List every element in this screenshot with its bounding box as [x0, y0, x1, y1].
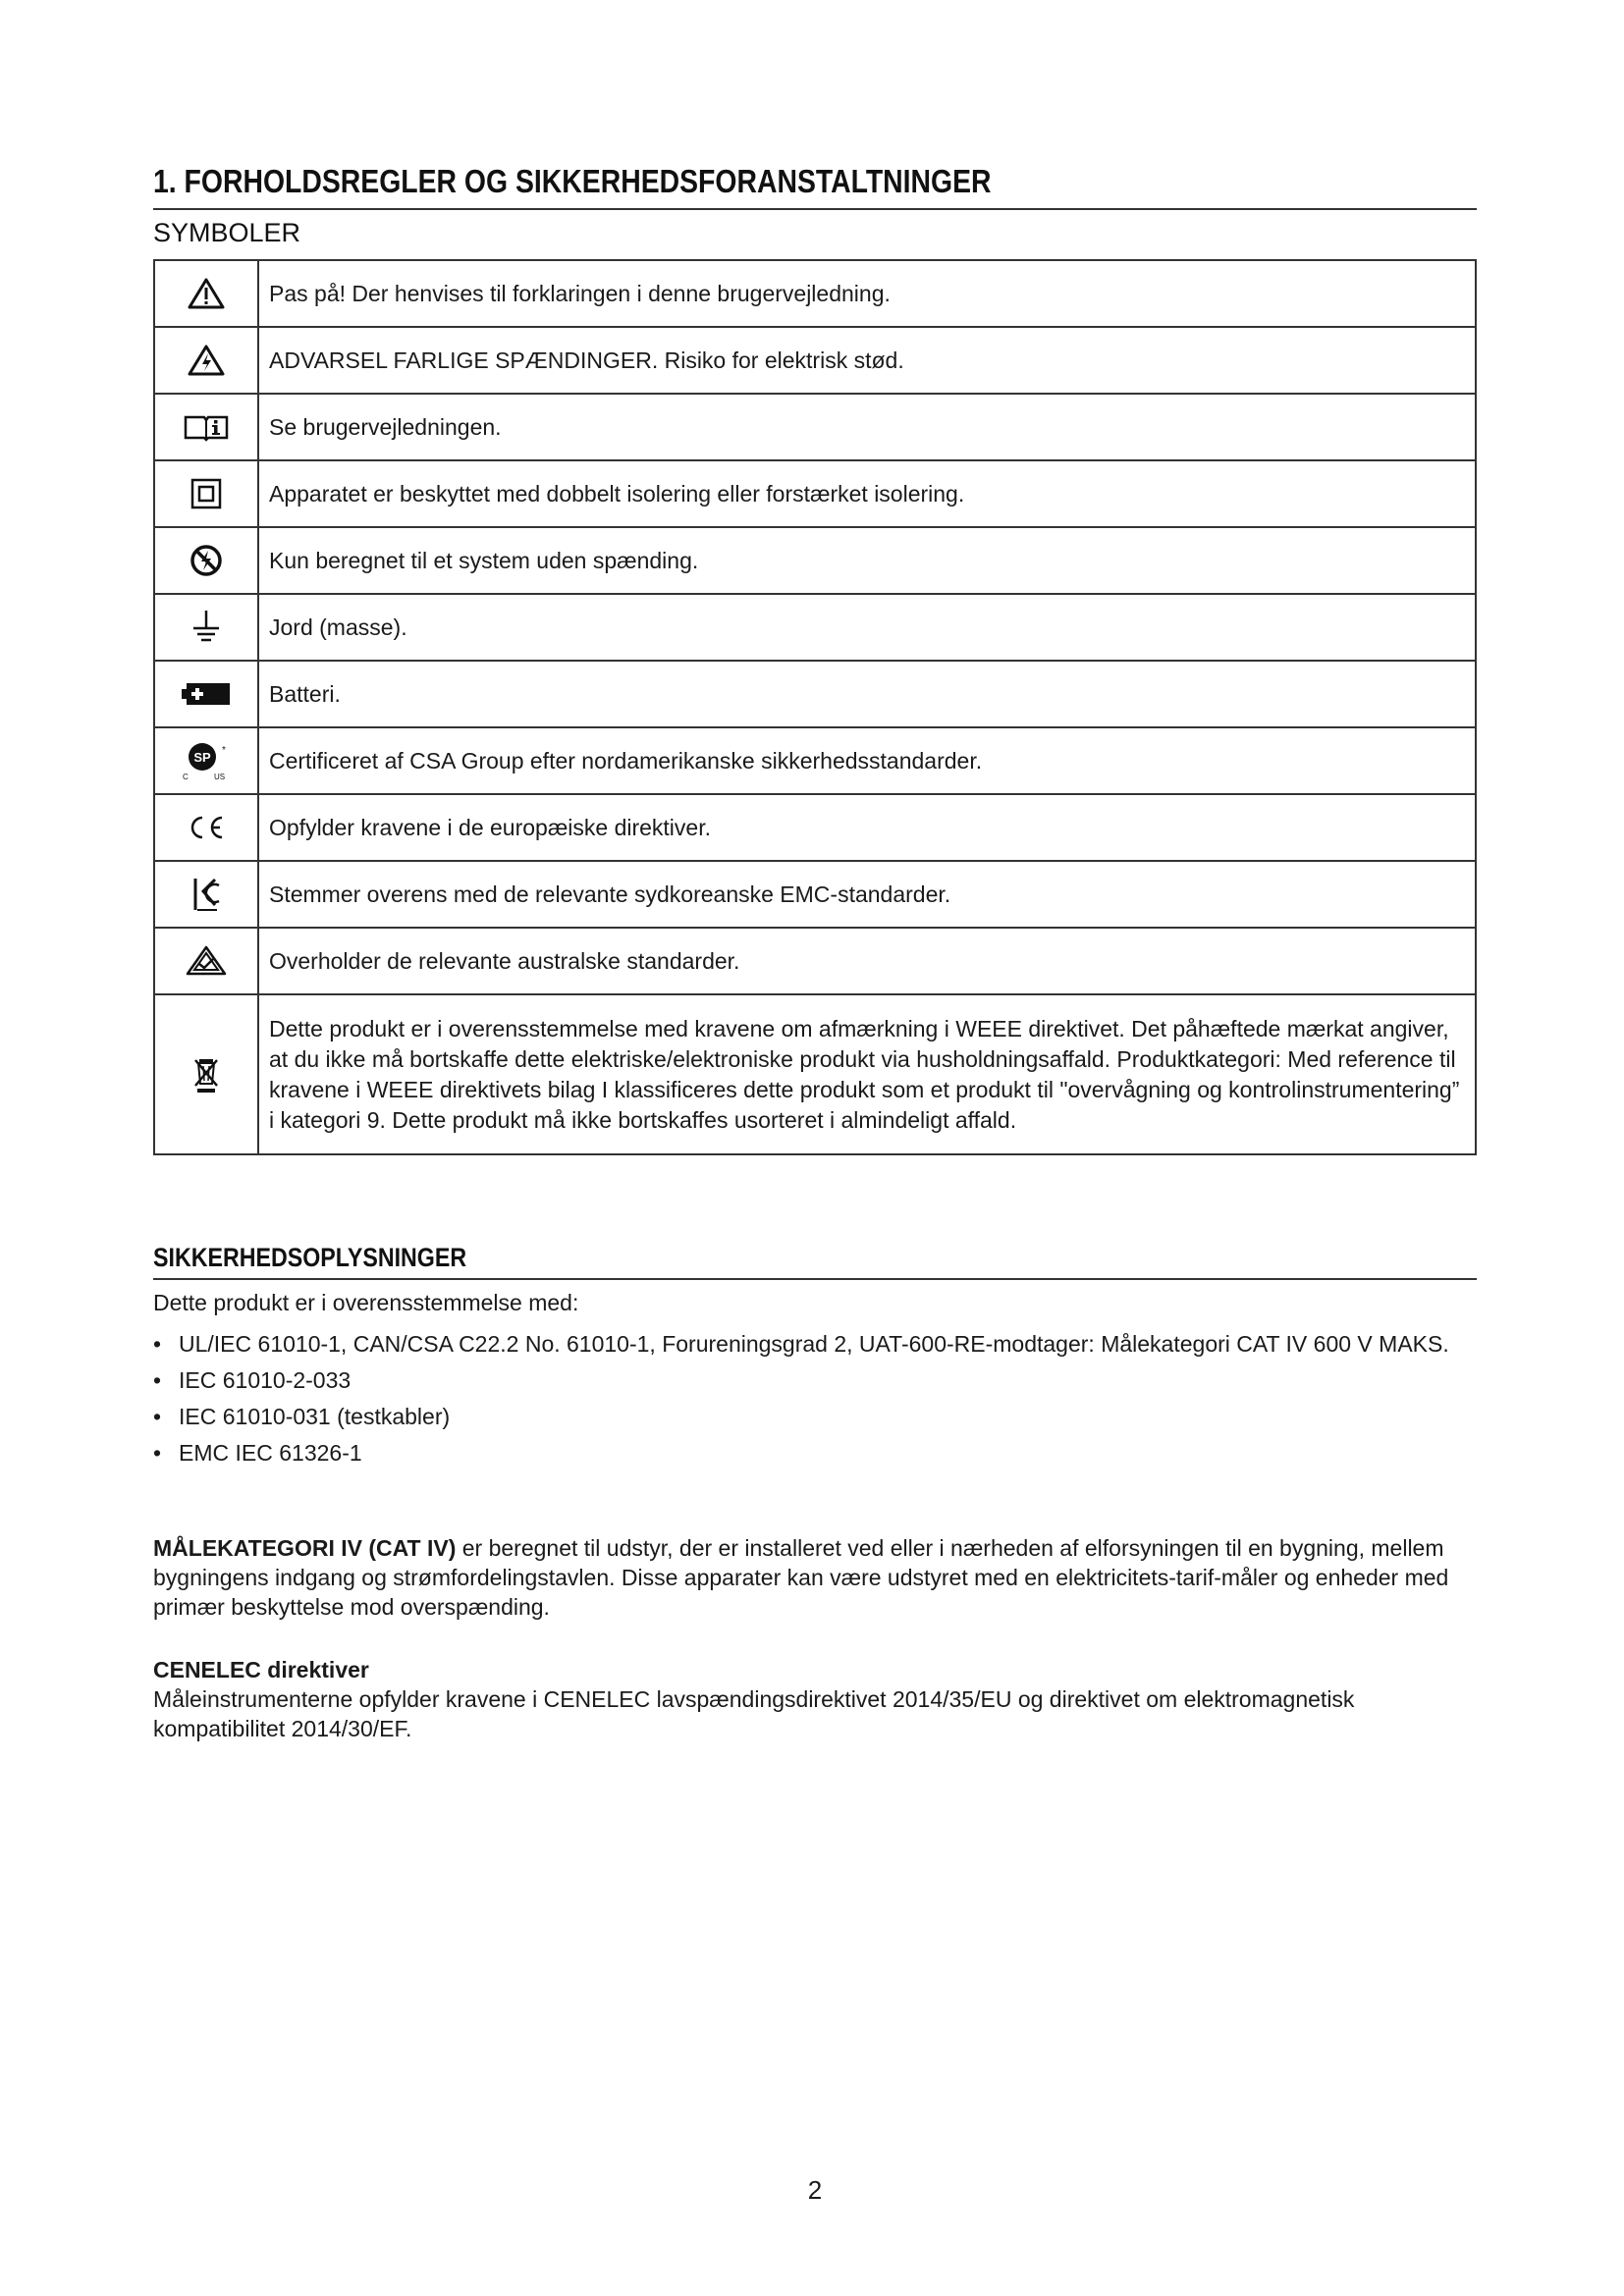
section-title: 1. FORHOLDSREGLER OG SIKKERHEDSFORANSTALTNINGER [153, 163, 992, 199]
safety-intro: Dette produkt er i overensstemmelse med: [153, 1290, 579, 1315]
symbol-description: Apparatet er beskyttet med dobbelt isolering eller forstærket isolering. [258, 460, 1476, 527]
bullet: • [153, 1440, 162, 1466]
symbol-row [154, 928, 1476, 994]
cat-iv-text: er beregnet til udstyr, der er installeret ved eller i nærheden af elforsyningen til en bygning, mellem bygningens indgang og strømfordelingstavlen. Disse apparater kan være udstyret med en elektricitets-tarif-måler og enheder med primær beskyttelse mod overspænding. [153, 1535, 1449, 1620]
standard-text: IEC 61010-031 (testkabler) [179, 1404, 451, 1429]
safety-heading: SIKKERHEDSOPLYSNINGER [153, 1243, 467, 1272]
ground-icon [189, 609, 223, 646]
symbol-description: Pas på! Der henvises til forklaringen i denne brugervejledning. [258, 260, 1476, 327]
svg-text:*: * [222, 745, 226, 756]
manual-book-icon [183, 412, 230, 442]
bullet: • [153, 1367, 162, 1393]
csa-mark-icon [179, 739, 234, 782]
symbol-row [154, 394, 1476, 460]
svg-text:C: C [183, 773, 189, 781]
symbol-row [154, 260, 1476, 327]
symbol-description: ADVARSEL FARLIGE SPÆNDINGER. Risiko for elektrisk stød. [258, 327, 1476, 394]
symbol-description: Batteri. [258, 661, 1476, 727]
svg-text:SP: SP [193, 750, 211, 765]
symbol-description: Jord (masse). [258, 594, 1476, 661]
cenelec-heading: CENELEC direktiver [153, 1657, 369, 1682]
bullet: • [153, 1404, 162, 1429]
standard-text: IEC 61010-2-033 [179, 1367, 352, 1393]
symbol-description: Se brugervejledningen. [258, 394, 1476, 460]
double-insulation-icon [189, 477, 223, 510]
symbol-row [154, 861, 1476, 928]
list-item [153, 1438, 1477, 1468]
cenelec-paragraph: Måleinstrumenterne opfylder kravene i CENELEC lavspændingsdirektivet 2014/35/EU og direktivet om elektromagnetisk kompatibilitet 2014/30/EF. [153, 1686, 1355, 1741]
standards-list [153, 1329, 1477, 1474]
symbol-row [154, 794, 1476, 861]
symbol-row [154, 460, 1476, 527]
symbol-row [154, 594, 1476, 661]
symbol-row [154, 527, 1476, 594]
page-number: 2 [807, 2175, 823, 2205]
cat-iv-paragraph [153, 1533, 1477, 1622]
standard-text: UL/IEC 61010-1, CAN/CSA C22.2 No. 61010-1, Forureningsgrad 2, UAT-600-RE-modtager: Målekategori CAT IV 600 V MAKS. [179, 1331, 1449, 1357]
standard-text: EMC IEC 61326-1 [179, 1440, 362, 1466]
symbol-description: Dette produkt er i overensstemmelse med kravene om afmærkning i WEEE direktivet. Det påhæftede mærkat angiver, at du ikke må bortskaffe dette elektriske/elektroniske produkt via husholdningsaffald. Produktkategori: Med reference til kravene i WEEE direktivets bilag I klassificeres dette produkt som et produkt til "overvågning og kontrolinstrumentering” i kategori 9. Dette produkt må ikke bortskaffes usorteret i almindeligt affald. [258, 994, 1476, 1154]
weee-bin-icon [193, 1056, 219, 1094]
list-item [153, 1329, 1477, 1360]
cat-iv-label: MÅLEKATEGORI IV (CAT IV) [153, 1535, 457, 1561]
symbol-description: Overholder de relevante australske standarder. [258, 928, 1476, 994]
list-item [153, 1365, 1477, 1396]
bullet: • [153, 1331, 162, 1357]
ce-mark-icon [185, 813, 228, 842]
symbol-description: Opfylder kravene i de europæiske direktiver. [258, 794, 1476, 861]
battery-icon [182, 681, 231, 707]
high-voltage-icon [187, 344, 226, 377]
kc-mark-icon [191, 876, 221, 913]
no-voltage-icon [189, 543, 224, 578]
safety-divider [153, 1278, 1477, 1280]
symbol-description: Certificeret af CSA Group efter nordamerikanske sikkerhedsstandarder. [258, 727, 1476, 794]
symbol-row [154, 327, 1476, 394]
list-item [153, 1402, 1477, 1432]
symbol-row [154, 661, 1476, 727]
rcm-mark-icon [185, 944, 228, 978]
symbol-row [154, 994, 1476, 1154]
symbol-description: Kun beregnet til et system uden spænding. [258, 527, 1476, 594]
symbol-row [154, 727, 1476, 794]
symbols-heading: SYMBOLER [153, 218, 301, 247]
warning-triangle-icon [187, 277, 226, 310]
symbols-table [153, 259, 1477, 1155]
svg-text:US: US [214, 773, 226, 781]
symbol-description: Stemmer overens med de relevante sydkoreanske EMC-standarder. [258, 861, 1476, 928]
title-divider [153, 208, 1477, 210]
